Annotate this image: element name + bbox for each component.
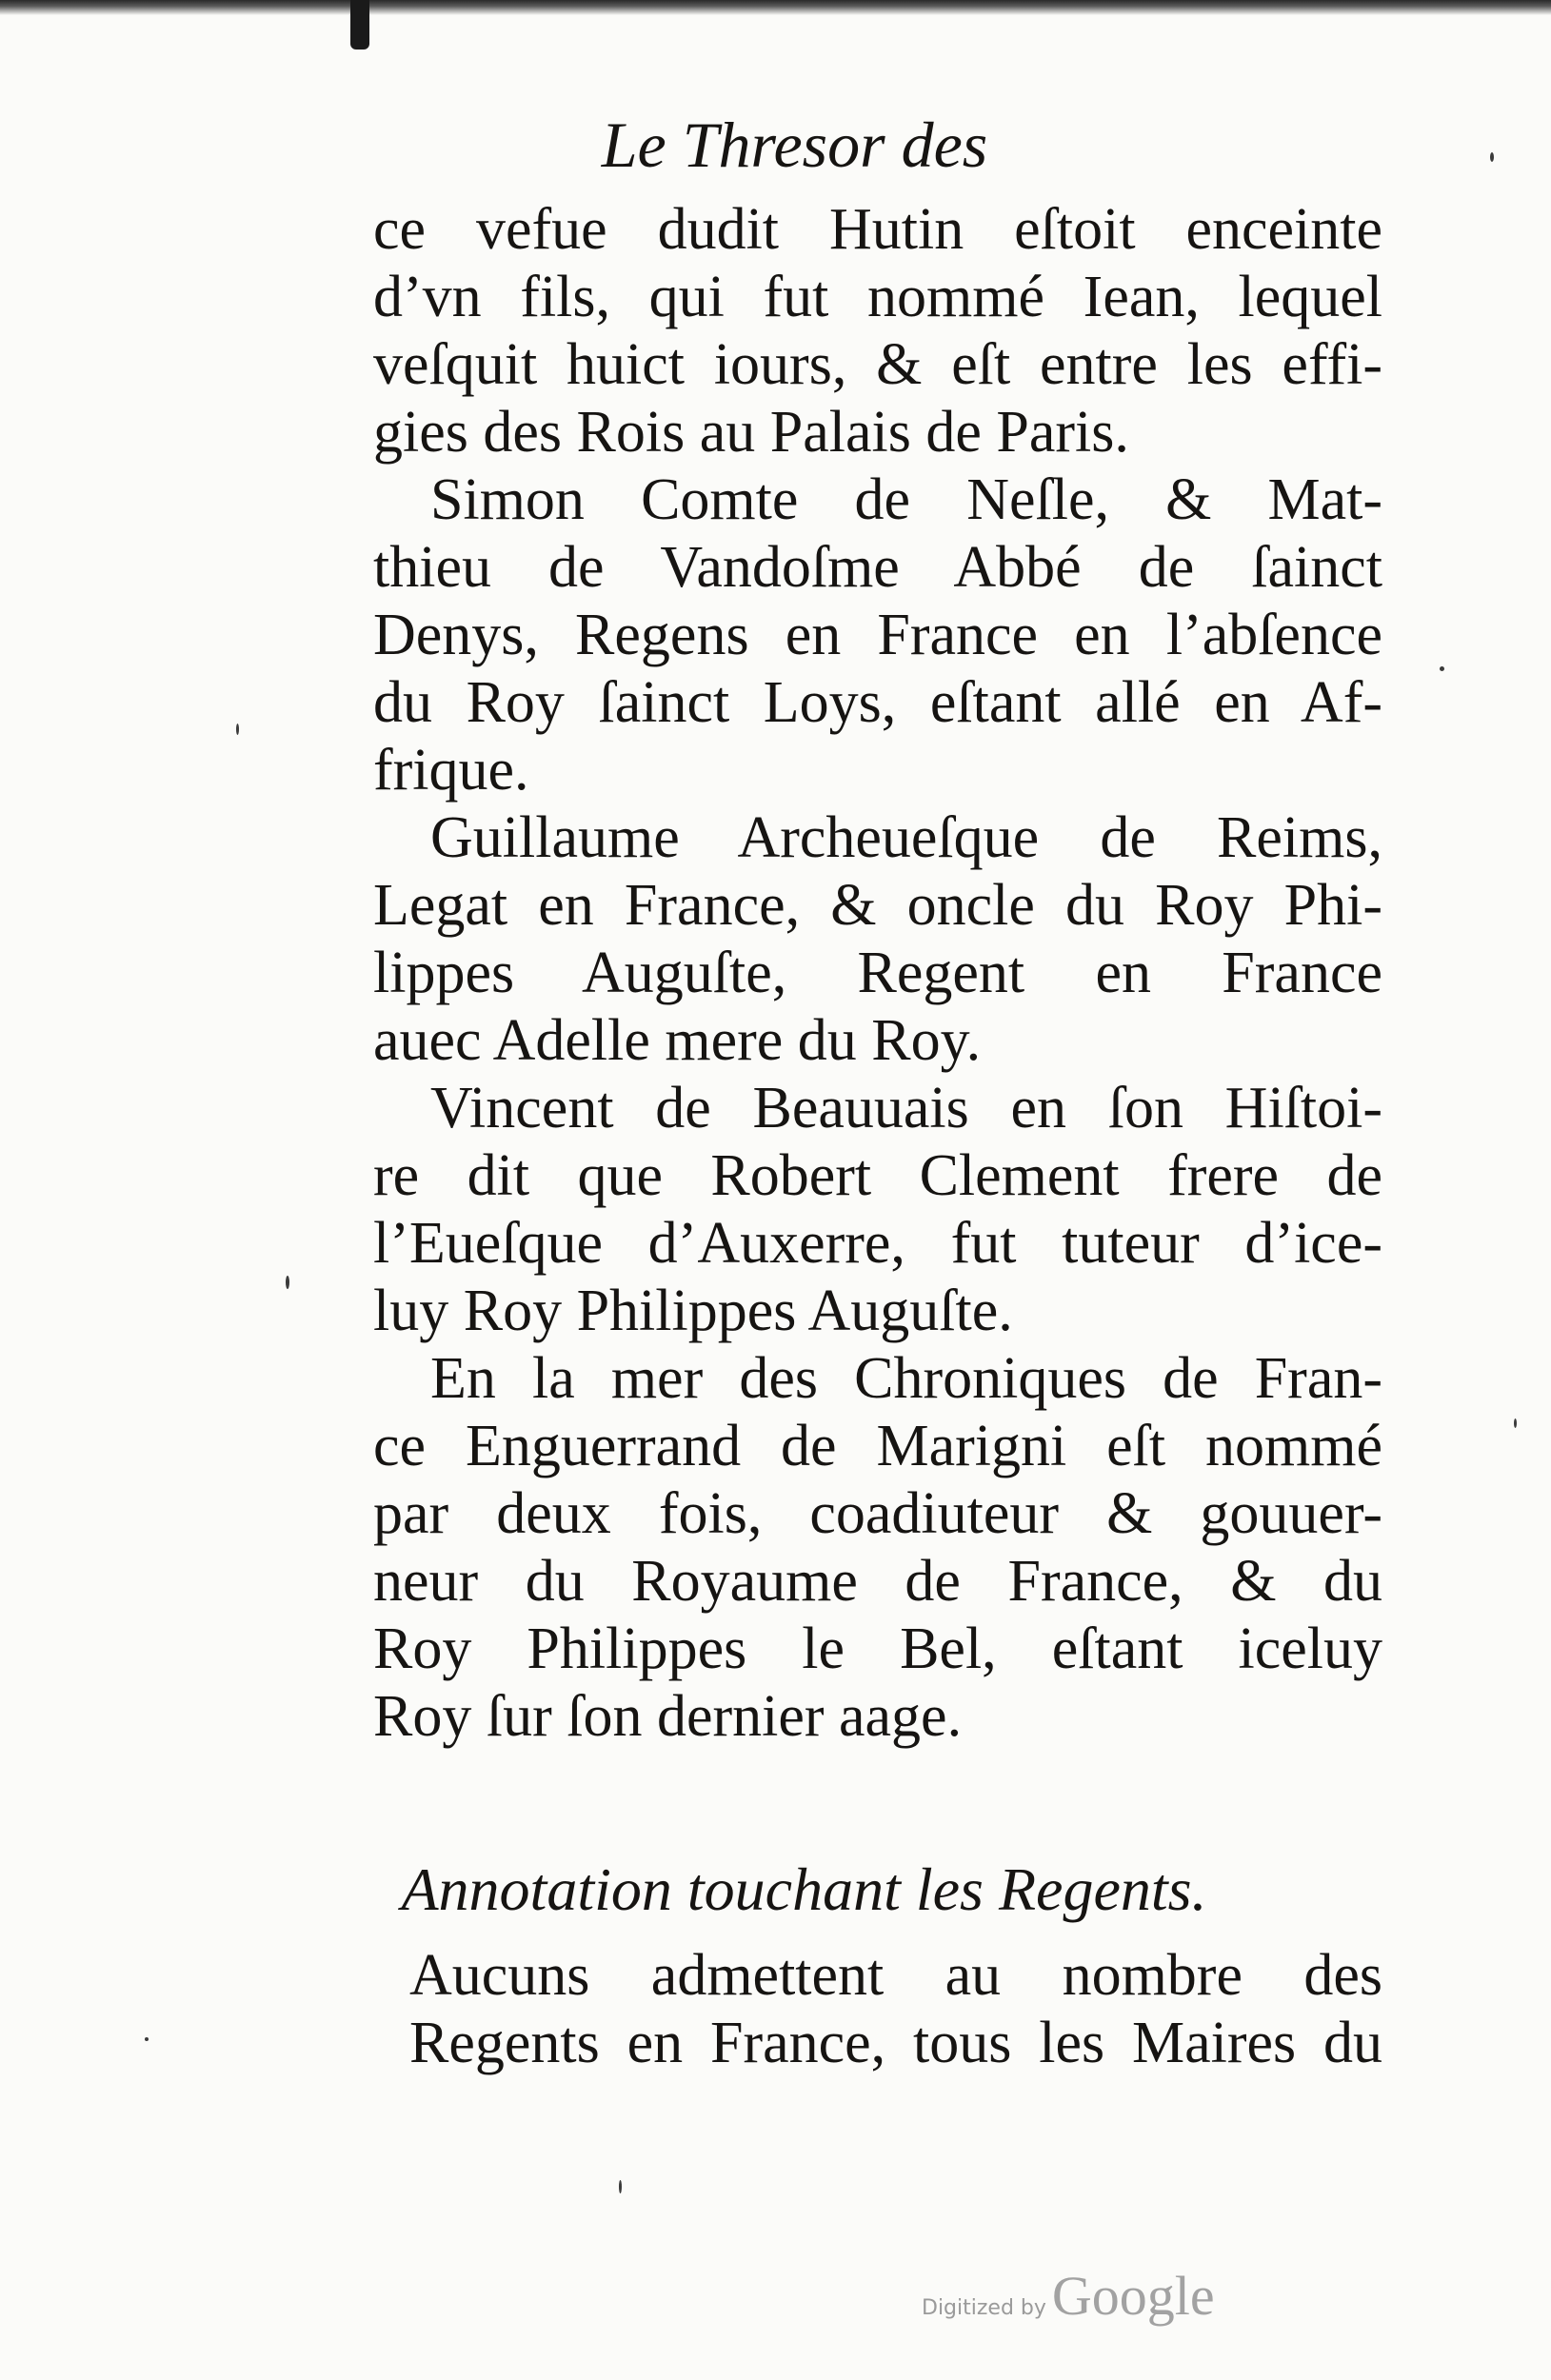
text-line: Simon Comte de Neſle, & Mat- (430, 467, 1382, 532)
text-line: gies des Rois au Palais de Paris. (373, 400, 1129, 465)
text-line: ce vefue dudit Hutin eſtoit enceinte (373, 197, 1382, 262)
text-line: luy Roy Philippes Auguſte. (373, 1279, 1013, 1343)
running-title: Le Thresor des (601, 109, 988, 181)
print-speck (619, 2180, 622, 2193)
page-top-edge (0, 0, 1551, 15)
print-speck (286, 1276, 289, 1289)
text-line: ce Enguerrand de Marigni eſt nommé (373, 1414, 1382, 1478)
text-line: frique. (373, 738, 529, 803)
print-speck (1514, 1418, 1517, 1428)
print-speck (145, 2037, 149, 2041)
watermark-prefix: Digitized by (922, 2296, 1046, 2320)
text-line: En la mer des Chroniques de Fran- (430, 1346, 1382, 1411)
text-line: Denys, Regens en France en l’abſence (373, 603, 1382, 667)
text-line: Guillaume Archeueſque de Reims, (430, 805, 1382, 870)
page-body (373, 196, 1382, 1751)
text-line: d’vn fils, qui fut nommé Iean, lequel (373, 265, 1382, 329)
paragraph-2 (373, 466, 1382, 804)
text-line: du Roy ſainct Loys, eſtant allé en Af- (373, 670, 1382, 735)
text-line: Vincent de Beauuais en ſon Hiſtoi- (430, 1076, 1382, 1140)
text-line: par deux fois, coadiuteur & gouuer- (373, 1481, 1382, 1546)
annotation-paragraph (409, 1942, 1382, 2077)
digitization-watermark (922, 2264, 1215, 2328)
text-line: Legat en France, & oncle du Roy Phi- (373, 873, 1382, 938)
paragraph-5 (373, 1345, 1382, 1751)
text-line: Roy Philippes le Bel, eſtant iceluy (373, 1616, 1382, 1681)
paragraph-3 (373, 804, 1382, 1075)
print-speck (1440, 666, 1444, 671)
text-line: lippes Auguſte, Regent en France (373, 941, 1382, 1005)
text-line: neur du Royaume de France, & du (373, 1549, 1382, 1614)
paragraph-1 (373, 196, 1382, 466)
watermark-brand: Google (1051, 2265, 1215, 2327)
text-line: re dit que Robert Clement frere de (373, 1143, 1382, 1208)
print-speck (1490, 152, 1494, 162)
text-line: veſquit huict iours, & eſt entre les effi- (373, 332, 1382, 397)
print-speck (236, 724, 239, 735)
text-line: l’Eueſque d’Auxerre, fut tuteur d’ice- (373, 1211, 1382, 1276)
text-line: Roy ſur ſon dernier aage. (373, 1684, 963, 1749)
paragraph-4 (373, 1075, 1382, 1345)
text-line: thieu de Vandoſme Abbé de ſainct (373, 535, 1382, 600)
text-line: Aucuns admettent au nombre des (409, 1943, 1382, 2008)
text-line: auec Adelle mere du Roy. (373, 1008, 982, 1073)
text-line: Regents en France, tous les Maires du (409, 2011, 1382, 2075)
section-heading: Annotation touchant les Regents. (401, 1855, 1207, 1923)
